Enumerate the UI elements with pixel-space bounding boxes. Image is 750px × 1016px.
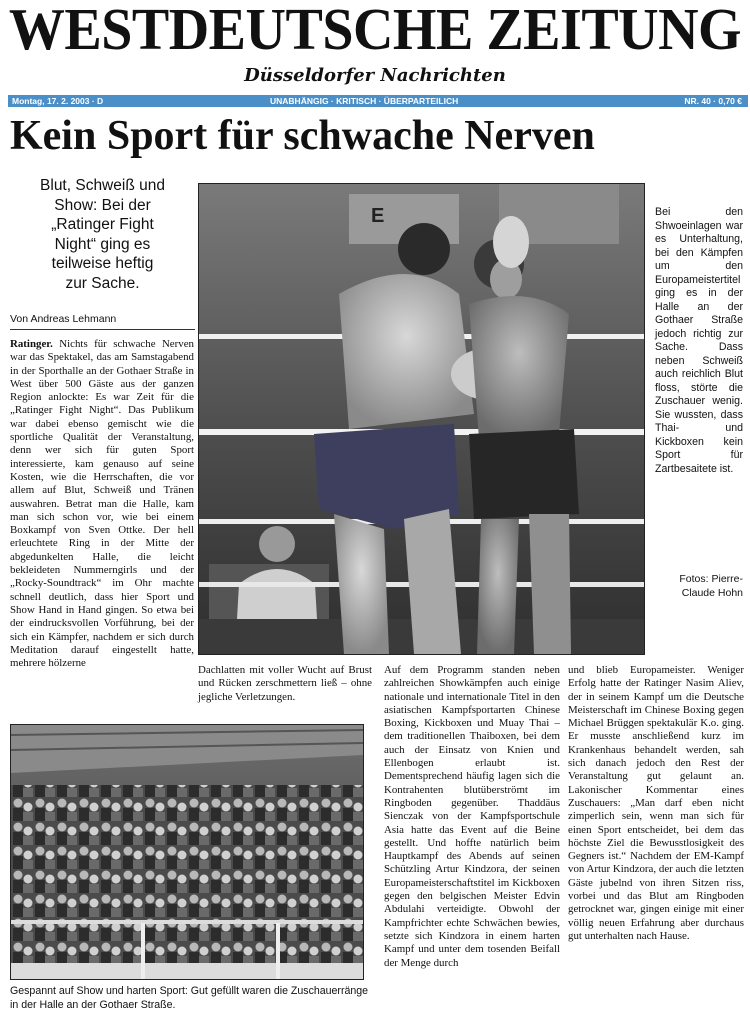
crowd-photo [10, 724, 364, 980]
issue-number: NR. 40 · 0,70 € [684, 96, 742, 106]
article-column-2: Dachlatten mit voller Wucht auf Brust und Rücken zerschmettern ließ – ohne jegliche Verletzungen. [198, 664, 372, 703]
paper-motto: UNABHÄNGIG · KRITISCH · ÜBERPARTEILICH [270, 96, 459, 106]
fight-photo [198, 183, 645, 655]
crowd-photo-caption: Gespannt auf Show und harten Sport: Gut gefüllt waren die Zuschauerränge in der Halle an der Gothaer Straße. [10, 985, 369, 1011]
crowd-photo-image [11, 725, 363, 979]
col1-text: Nichts für schwache Nerven war das Spektakel, das am Samstagabend in der Sporthalle an der Gothaer Straße in West über 500 Gäste aus der ganzen Region anlockte: Es war Zeit für die „Ratinger Fight Night“. Das Publikum war dabei ebenso gemischt wie die sportliche Qualität der Veranstaltung, denn wer sich für guten Sport interessierte, kam genauso auf seine Kosten, wie die Herrschaften, die vor allem auf Blut, Schweiß und Tränen auswahren. Betrat man die Halle, kam man sich schon vor, wie bei einem Boxkampf von Sven Ottke. Der hell erleuchtete Ring in der Mitte der abgedunkelten Halle, die leicht bekleideten Nummerngirls und der „Rocky-Soundtrack“ im Ohr machte schnell deutlich, dass hier Sport und Show Hand in Hand gingen. So etwa bei der eindrucksvollen Vorführung, bei der sich ein Kämpfer, nachdem er sich durch Meditation darauf eingestellt hatte, mehrere hölzerne [10, 338, 194, 670]
teaser: Blut, Schweiß und Show: Bei der „Ratinger Fight Night“ ging es teilweise heftig zur Sache. [40, 177, 165, 292]
wall-letter: E [371, 205, 385, 227]
masthead-subtitle: Düsseldorfer Nachrichten [244, 65, 506, 86]
issue-date: Montag, 17. 2. 2003 · D [12, 96, 104, 106]
lead-word: Ratinger. [10, 338, 53, 350]
photo-side-caption: Bei den Shwoeinlagen war es Unterhaltung, bei den Kämpfen um den Europameistertitel ging es in der Halle an der Gothaer Straße jedoch richtig zur Sache. Dass neben Schweiß auch reichlich Blut floss, störte die Zuschauer wenig. Sie wussten, dass Thai- und Kickboxen kein Sport für Zartbesaitete ist. [655, 206, 743, 475]
byline: Von Andreas Lehmann [10, 312, 195, 330]
photo-credit: Fotos: Pierre-Claude Hohn [679, 573, 743, 599]
fight-photo-image [199, 184, 644, 654]
headline: Kein Sport für schwache Nerven [10, 113, 595, 159]
article-column-4: und blieb Europameister. Weniger Erfolg hatte der Ratinger Nasim Aliev, der in seinem Kampf um die Deutsche Meisterschaft im Chinese Boxing gegen Michael Brüggen spektakulär K.o. ging. Er musste anschließend kurz im Krankenhaus behandelt werden, sah sich danach jedoch den Rest der Veranstaltung gut gelaunt an. Lakonischer Kommentar eines Zuschauers: „Man darf eben nicht zimperlich sein, wenn man sich für einen Sport entscheidet, bei dem das höchste Ziel die Bewusstlosigkeit des Gegners ist.“ Nachdem der EM-Kampf von Artur Kindzora, der auch die letzten Gäste jubelnd von ihren Sitzen riss, vorbei und das Blut am Ringboden getrocknet war, gingen einige mit einer völlig neuen Erfahrung aber durchaus gut unterhalten nach Hause. [568, 664, 744, 942]
masthead-title: WESTDEUTSCHE ZEITUNG [8, 0, 742, 63]
article-column-1 [10, 338, 194, 670]
info-bar [8, 95, 748, 107]
article-column-3: Auf dem Programm standen neben zahlreichen Showkämpfen auch einige nationale und internationale Titel in den asiatischen Kampfsportarten Chinese Boxing, Kickboxen und Muay Thai – dem traditionellen Thaiboxen, bei dem auch der Einsatz von Knien und Ellenbogen erlaubt ist. Dementsprechend häufig lagen sich die Kontrahenten blutüberströmt im Ringboden gegenüber. Thaddäus Sienczak von der Kampfsportschule Asia hatte das Event auf die Beine gestellt. Und hoffte natürlich beim Hauptkampf des Abends auf seinen Schützling Artur Kindzora, der seinen Europameisterschaftstitel im Kickboxen gegen den belgischen Meister Edvin Abdulahi verteidigte. Obwohl der Kampfrichter echte Schwächen bewies, setzte sich Kindzora in einem harten Kampf und unter dem tosenden Beifall der Menge durch [384, 664, 560, 969]
